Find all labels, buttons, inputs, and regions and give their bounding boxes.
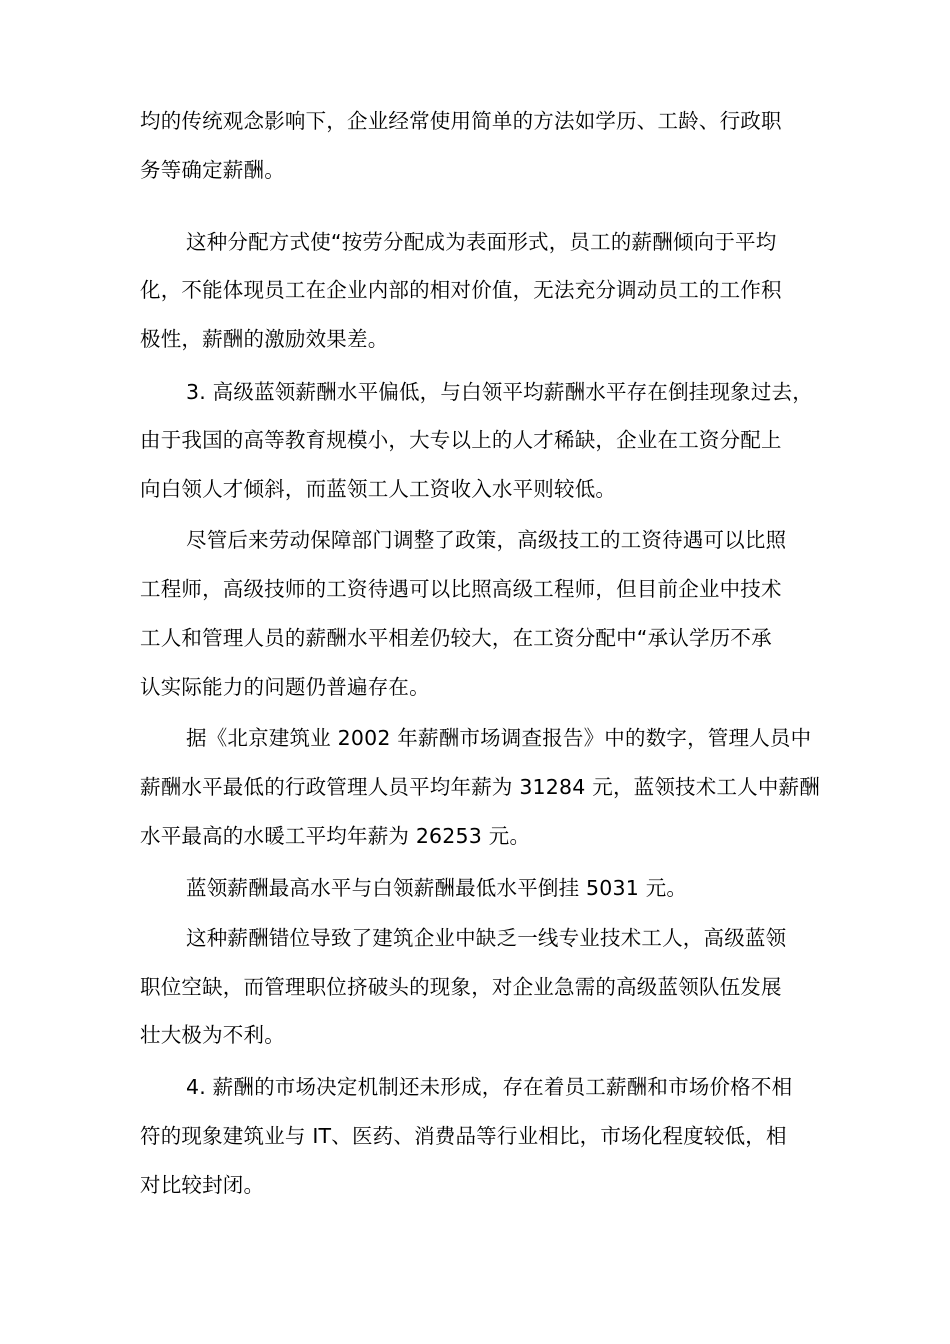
text-line: 由于我国的高等教育规模小，大专以上的人才稀缺，企业在工资分配上 [140, 428, 782, 452]
text-line: 职位空缺，而管理职位挤破头的现象，对企业急需的高级蓝领队伍发展 [140, 975, 782, 999]
text-line: 对比较封闭。 [140, 1173, 265, 1197]
text-line: 符的现象建筑业与 IT、医药、消费品等行业相比，市场化程度较低，相 [140, 1124, 787, 1148]
text-line: 工程师，高级技师的工资待遇可以比照高级工程师，但目前企业中技术 [140, 577, 782, 601]
text-line: 均的传统观念影响下，企业经常使用简单的方法如学历、工龄、行政职 [140, 109, 782, 133]
text-line: 薪酬水平最低的行政管理人员平均年薪为 31284 元，蓝领技术工人中薪酬 [140, 775, 820, 799]
text-line: 尽管后来劳动保障部门调整了政策，高级技工的工资待遇可以比照 [186, 528, 787, 552]
text-line: 水平最高的水暖工平均年薪为 26253 元。 [140, 824, 531, 848]
text-line: 极性，薪酬的激励效果差。 [140, 327, 389, 351]
text-line: 这种分配方式使“按劳分配成为表面形式，员工的薪酬倾向于平均 [186, 230, 777, 254]
text-line: 4. 薪酬的市场决定机制还未形成，存在着员工薪酬和市场价格不相 [186, 1075, 793, 1099]
text-line: 蓝领薪酬最高水平与白领薪酬最低水平倒挂 5031 元。 [186, 876, 688, 900]
text-line: 壮大极为不利。 [140, 1023, 285, 1047]
text-line: 化，不能体现员工在企业内部的相对价值，无法充分调动员工的工作积 [140, 278, 782, 302]
text-line: 据《北京建筑业 2002 年薪酬市场调查报告》中的数字，管理人员中 [186, 726, 812, 750]
text-line: 务等确定薪酬。 [140, 158, 285, 182]
text-line: 向白领人才倾斜，而蓝领工人工资收入水平则较低。 [140, 477, 617, 501]
text-line: 认实际能力的问题仍普遍存在。 [140, 675, 430, 699]
text-line: 3. 高级蓝领薪酬水平偏低，与白领平均薪酬水平存在倒挂现象过去， [186, 380, 813, 404]
text-line: 这种薪酬错位导致了建筑企业中缺乏一线专业技术工人，高级蓝领 [186, 926, 787, 950]
text-line: 工人和管理人员的薪酬水平相差仍较大，在工资分配中“承认学历不承 [140, 626, 772, 650]
